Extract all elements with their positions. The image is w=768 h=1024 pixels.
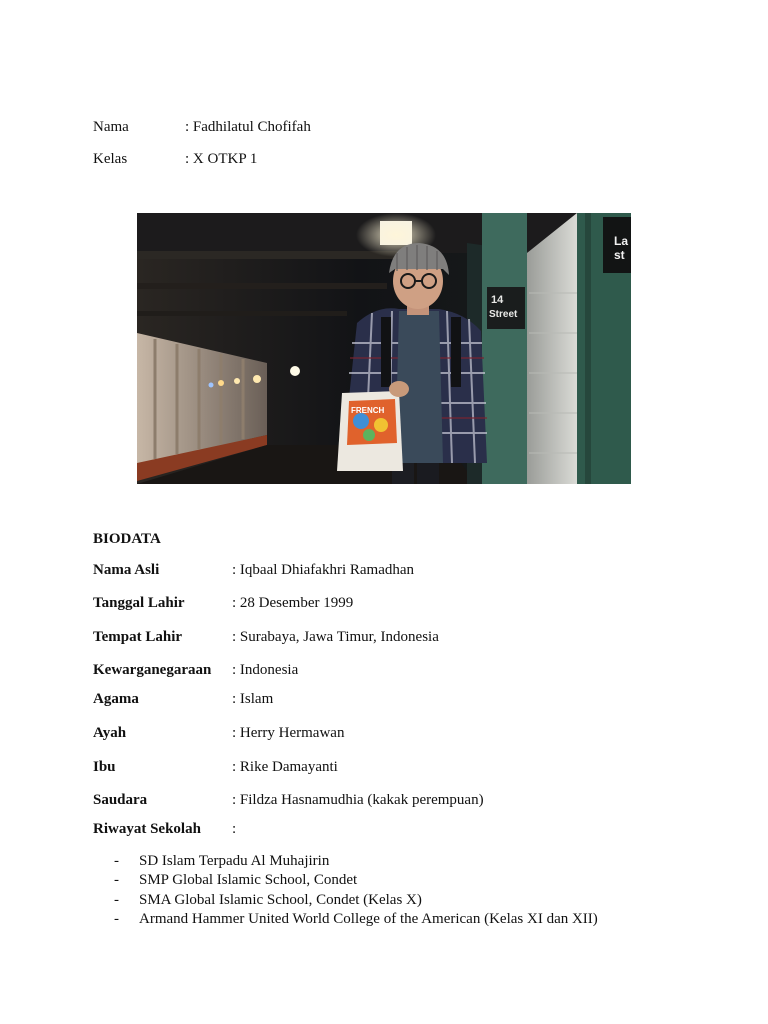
station-sign-line2: st (614, 248, 625, 262)
tote-bag-print: FRENCH (351, 406, 385, 415)
biodata-value: : Surabaya, Jawa Timur, Indonesia (232, 629, 439, 645)
biodata-row-nama-asli (93, 562, 415, 579)
biodata-value: : 28 Desember 1999 (232, 595, 354, 611)
list-bullet: - (114, 891, 119, 908)
student-name-line (93, 119, 311, 136)
biodata-row-tanggal-lahir (93, 595, 354, 612)
biodata-label: Riwayat Sekolah (93, 821, 201, 837)
student-name-label: Nama (93, 119, 129, 135)
list-bullet: - (114, 872, 119, 889)
biodata-row-tempat-lahir (93, 629, 439, 646)
biodata-row-agama (93, 691, 274, 708)
biodata-label: Tanggal Lahir (93, 595, 185, 611)
biodata-row-ibu (93, 759, 338, 776)
biodata-value: : Rike Damayanti (232, 759, 338, 775)
school-name: SMP Global Islamic School, Condet (139, 872, 358, 889)
biodata-label: Ibu (93, 759, 116, 775)
biodata-value: : Indonesia (232, 662, 299, 678)
biodata-label: Ayah (93, 725, 127, 741)
biodata-value: : Herry Hermawan (232, 725, 345, 741)
biodata-value: : (232, 821, 237, 837)
biodata-label: Agama (93, 691, 139, 707)
biodata-row-saudara (93, 792, 484, 809)
station-sign-line1: La (614, 234, 629, 248)
subway-portrait-photo (137, 213, 631, 484)
student-class-label: Kelas (93, 151, 128, 167)
biodata-label: Tempat Lahir (93, 629, 183, 645)
biodata-row-kewarganegaraan (93, 662, 299, 679)
pillar-sign-number: 14 (491, 294, 504, 306)
pillar-sign-street: Street (489, 309, 518, 320)
list-bullet: - (114, 910, 119, 927)
biodata-value: : Iqbaal Dhiafakhri Ramadhan (232, 562, 415, 578)
school-name: Armand Hammer United World College of the American (Kelas XI dan XII) (139, 910, 598, 927)
list-bullet: - (114, 853, 119, 869)
biodata-row-riwayat-sekolah (93, 821, 237, 838)
biodata-label: Nama Asli (93, 562, 160, 578)
student-class-line (93, 151, 258, 168)
school-name: SMA Global Islamic School, Condet (Kelas X) (139, 891, 422, 908)
biodata-label: Saudara (93, 792, 148, 808)
biodata-row-ayah (93, 725, 345, 742)
biodata-label: Kewarganegaraan (93, 662, 212, 678)
biodata-title: BIODATA (93, 531, 161, 547)
student-name-value: : Fadhilatul Chofifah (185, 119, 311, 135)
school-name: SD Islam Terpadu Al Muhajirin (139, 853, 330, 869)
biodata-value: : Fildza Hasnamudhia (kakak perempuan) (232, 792, 484, 808)
student-class-value: : X OTKP 1 (185, 151, 258, 167)
biodata-value: : Islam (232, 691, 274, 707)
